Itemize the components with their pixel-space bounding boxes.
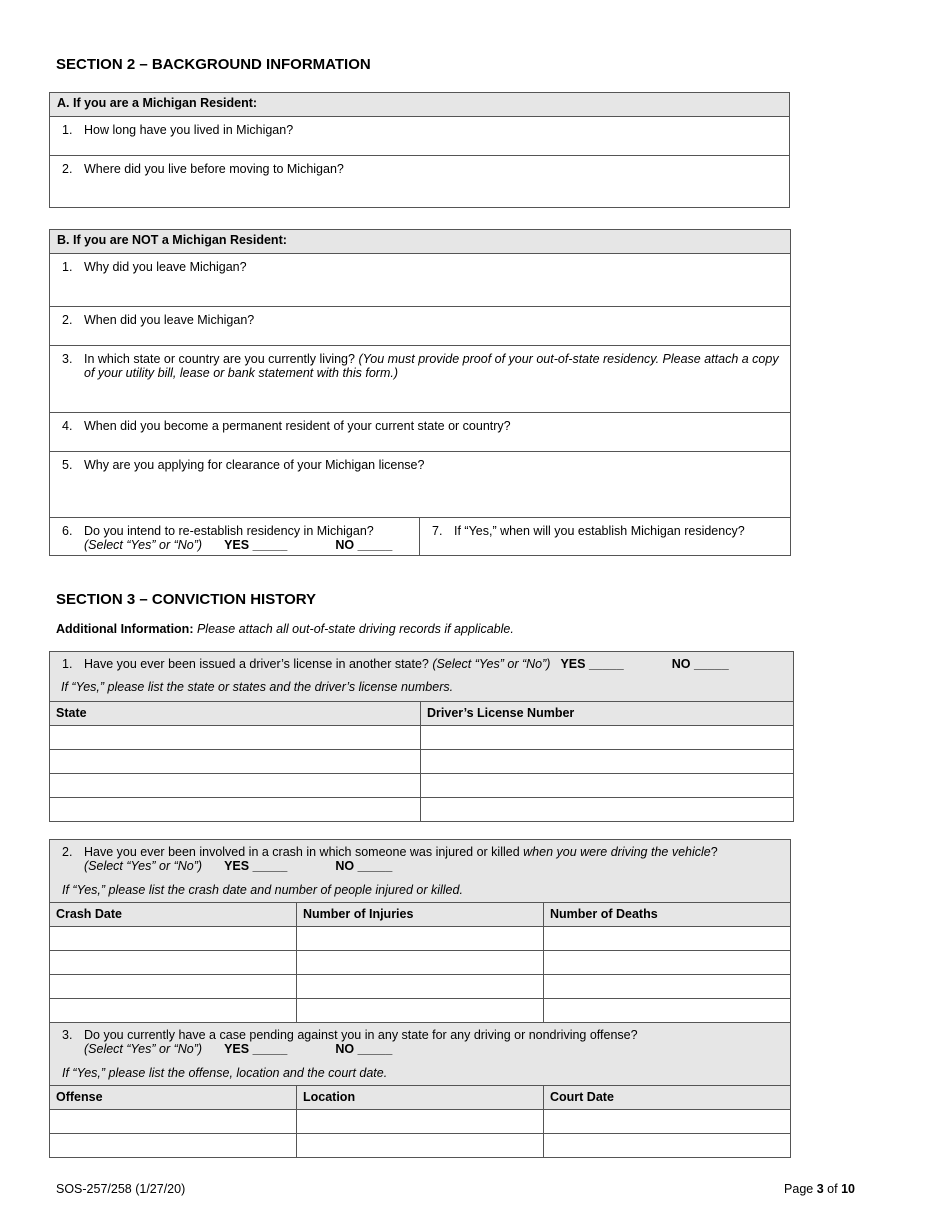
nonresident-q2-field[interactable]: 2. When did you leave Michigan? — [50, 307, 791, 346]
no-option[interactable]: NO _____ — [335, 1042, 393, 1056]
state-cell[interactable] — [50, 726, 421, 750]
injuries-cell[interactable] — [297, 927, 544, 951]
resident-q1-label: How long have you lived in Michigan? — [84, 123, 294, 137]
col-location: Location — [297, 1086, 544, 1110]
crash-date-cell[interactable] — [50, 999, 297, 1023]
crash-date-cell[interactable] — [50, 975, 297, 999]
col-court-date: Court Date — [544, 1086, 791, 1110]
crash-date-cell[interactable] — [50, 951, 297, 975]
yes-option[interactable]: YES _____ — [224, 538, 288, 552]
nonresident-q1-field[interactable]: 1. Why did you leave Michigan? — [50, 254, 791, 307]
injuries-cell[interactable] — [297, 999, 544, 1023]
deaths-cell[interactable] — [544, 975, 791, 999]
nonresident-table — [49, 229, 791, 556]
col-state: State — [50, 702, 421, 726]
injuries-cell[interactable] — [297, 975, 544, 999]
resident-q1-field[interactable]: 1. How long have you lived in Michigan? — [50, 117, 790, 156]
crash-date-cell[interactable] — [50, 927, 297, 951]
col-license-number: Driver’s License Number — [421, 702, 794, 726]
state-cell[interactable] — [50, 774, 421, 798]
col-offense: Offense — [50, 1086, 297, 1110]
nonresident-q4-label: When did you become a permanent resident of your current state or country? — [84, 419, 511, 433]
col-deaths: Number of Deaths — [544, 903, 791, 927]
crash-question: 2. Have you ever been involved in a crash in which someone was injured or killed when you were driving the vehicle? (Select “Yes” or “No”) YES _____ NO _____ If “Yes,” please list the crash date and number of people injured or killed. — [50, 840, 791, 903]
col-crash-date: Crash Date — [50, 903, 297, 927]
col-injuries: Number of Injuries — [297, 903, 544, 927]
nonresident-q5-label: Why are you applying for clearance of your Michigan license? — [84, 458, 425, 472]
select-yes-no-hint: (Select “Yes” or “No”) — [84, 538, 203, 552]
license-number-cell[interactable] — [421, 798, 794, 822]
no-option[interactable]: NO _____ — [671, 657, 729, 671]
nonresident-q6-label: Do you intend to re-establish residency in Michigan? — [84, 524, 374, 538]
nonresident-q3-field[interactable]: 3. In which state or country are you currently living? (You must provide proof of your out-of-state residency. Please attach a copy of your utility bill, lease or bank statement with this form.) — [50, 346, 791, 413]
yes-option[interactable]: YES _____ — [224, 1042, 288, 1056]
nonresident-q3-label: In which state or country are you currently living? — [84, 352, 355, 366]
license-number-cell[interactable] — [421, 750, 794, 774]
pending-case-question: 3. Do you currently have a case pending against you in any state for any driving or nondriving offense? (Select “Yes” or “No”) YES _____ NO _____ If “Yes,” please list the offense, location and the court date. — [50, 1023, 791, 1086]
license-question: 1. Have you ever been issued a driver’s license in another state? (Select “Yes” or “No”) YES _____ NO _____ If “Yes,” please list the state or states and the driver’s license numbers. — [50, 652, 794, 702]
location-cell[interactable] — [297, 1134, 544, 1158]
pending-case-followup: If “Yes,” please list the offense, location and the court date. — [62, 1066, 388, 1080]
deaths-cell[interactable] — [544, 999, 791, 1023]
offense-cell[interactable] — [50, 1134, 297, 1158]
injuries-cell[interactable] — [297, 951, 544, 975]
yes-option[interactable]: YES _____ — [224, 859, 288, 873]
nonresident-q5-field[interactable]: 5. Why are you applying for clearance of your Michigan license? — [50, 452, 791, 518]
resident-q2-field[interactable]: 2. Where did you live before moving to Michigan? — [50, 156, 790, 208]
part-b-header: B. If you are NOT a Michigan Resident: — [50, 230, 791, 254]
resident-table — [49, 92, 790, 208]
nonresident-q1-label: Why did you leave Michigan? — [84, 260, 247, 274]
nonresident-q4-field[interactable]: 4. When did you become a permanent resident of your current state or country? — [50, 413, 791, 452]
license-number-cell[interactable] — [421, 774, 794, 798]
part-a-header: A. If you are a Michigan Resident: — [50, 93, 790, 117]
form-id: SOS-257/258 (1/27/20) — [56, 1182, 186, 1196]
deaths-cell[interactable] — [544, 951, 791, 975]
additional-info: Additional Information: Please attach all out-of-state driving records if applicable. — [56, 622, 514, 636]
crash-offense-table — [49, 839, 791, 1158]
location-cell[interactable] — [297, 1110, 544, 1134]
license-followup: If “Yes,” please list the state or states and the driver’s license numbers. — [61, 680, 454, 694]
page-number: Page 3 of 10 — [784, 1182, 855, 1196]
nonresident-q7-field[interactable]: 7. If “Yes,” when will you establish Michigan residency? — [420, 518, 791, 556]
crash-question-label: Have you ever been involved in a crash in which someone was injured or killed — [84, 845, 520, 859]
section-2-title: SECTION 2 – BACKGROUND INFORMATION — [56, 56, 371, 73]
yes-option[interactable]: YES _____ — [560, 657, 624, 671]
license-question-label: Have you ever been issued a driver’s license in another state? — [84, 657, 429, 671]
nonresident-q6-field: 6. Do you intend to re-establish residency in Michigan? (Select “Yes” or “No”) YES _____ NO _____ — [50, 518, 420, 556]
nonresident-q2-label: When did you leave Michigan? — [84, 313, 255, 327]
resident-q2-label: Where did you live before moving to Michigan? — [84, 162, 344, 176]
section-3-title: SECTION 3 – CONVICTION HISTORY — [56, 591, 317, 608]
deaths-cell[interactable] — [544, 927, 791, 951]
offense-cell[interactable] — [50, 1110, 297, 1134]
nonresident-q7-label: If “Yes,” when will you establish Michigan residency? — [454, 524, 745, 538]
pending-case-label: Do you currently have a case pending against you in any state for any driving or nondriving offense? — [84, 1028, 638, 1042]
no-option[interactable]: NO _____ — [335, 538, 393, 552]
license-number-cell[interactable] — [421, 726, 794, 750]
court-date-cell[interactable] — [544, 1134, 791, 1158]
no-option[interactable]: NO _____ — [335, 859, 393, 873]
crash-followup: If “Yes,” please list the crash date and number of people injured or killed. — [62, 883, 463, 897]
residency-proof-note: (You must provide proof of your out-of-state residency. Please attach a copy of your utility bill, lease or bank statement with this form.) — [84, 352, 779, 380]
licenses-table — [49, 651, 794, 822]
court-date-cell[interactable] — [544, 1110, 791, 1134]
state-cell[interactable] — [50, 750, 421, 774]
state-cell[interactable] — [50, 798, 421, 822]
